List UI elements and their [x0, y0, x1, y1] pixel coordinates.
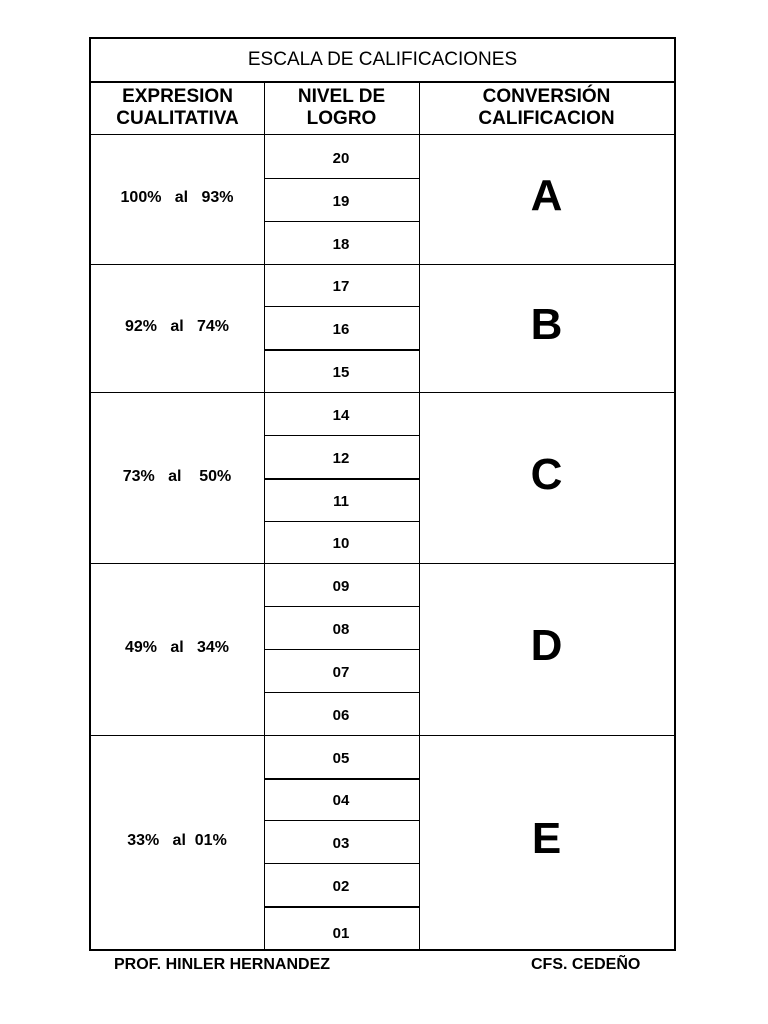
achievement-level: 10	[332, 535, 350, 553]
header-level-line1: NIVEL DE	[297, 86, 386, 107]
level-row-separator	[264, 349, 419, 351]
table-title: ESCALA DE CALIFICACIONES	[91, 39, 674, 83]
level-row-separator	[264, 863, 419, 864]
achievement-level: 03	[332, 835, 350, 853]
level-row-separator	[264, 778, 419, 780]
footer-teacher: PROF. HINLER HERNANDEZ	[114, 956, 331, 973]
header-level	[264, 83, 419, 135]
percentage-range: 100% al 93%	[120, 189, 234, 207]
level-row-separator	[264, 820, 419, 821]
level-row-separator	[264, 306, 419, 307]
level-row-separator	[264, 521, 419, 522]
level-row-separator	[264, 435, 419, 436]
achievement-level: 17	[332, 278, 350, 296]
group-separator	[91, 563, 674, 564]
grade-letter: C	[530, 449, 563, 499]
achievement-level: 06	[332, 706, 350, 724]
footer-school: CFS. CEDEÑO	[531, 956, 641, 973]
header-conversion-line2: CALIFICACION	[478, 108, 615, 129]
level-row-separator	[264, 221, 419, 222]
achievement-level: 01	[332, 925, 350, 942]
header-qualitative	[91, 83, 264, 135]
grade-letter: E	[531, 813, 562, 863]
grade-letter: B	[530, 299, 563, 349]
achievement-level: 09	[332, 578, 350, 596]
column-divider	[264, 83, 265, 949]
header-conversion-line1: CONVERSIÓN	[482, 86, 611, 107]
achievement-level: 11	[333, 492, 349, 510]
achievement-level: 05	[332, 749, 350, 767]
grade-letter: D	[530, 621, 563, 671]
group-separator	[91, 735, 674, 736]
achievement-level: 19	[332, 192, 350, 210]
level-row-separator	[264, 606, 419, 607]
grade-letter: A	[530, 171, 563, 221]
level-row-separator	[264, 692, 419, 693]
header-level-line2: LOGRO	[306, 108, 377, 129]
achievement-level: 12	[332, 449, 350, 467]
level-row-separator	[264, 178, 419, 179]
header-qualitative-line1: EXPRESION	[122, 86, 233, 107]
achievement-level: 16	[332, 321, 350, 339]
grading-scale-table	[89, 37, 676, 951]
percentage-range: 73% al 50%	[122, 467, 232, 485]
achievement-level: 02	[332, 878, 350, 896]
level-row-separator	[264, 649, 419, 650]
header-qualitative-line2: CUALITATIVA	[116, 108, 239, 129]
achievement-level: 07	[332, 663, 350, 681]
achievement-level: 08	[332, 621, 350, 639]
group-separator	[91, 264, 674, 265]
level-row-separator	[264, 906, 419, 908]
achievement-level: 18	[332, 235, 350, 253]
percentage-range: 49% al 34%	[124, 639, 230, 657]
achievement-level: 20	[332, 149, 350, 167]
group-separator	[91, 392, 674, 393]
achievement-level: 04	[332, 792, 350, 810]
level-row-separator	[264, 478, 419, 480]
percentage-range: 92% al 74%	[124, 317, 230, 335]
percentage-range: 33% al 01%	[127, 831, 227, 849]
achievement-level: 15	[332, 364, 350, 382]
header-conversion	[419, 83, 674, 135]
achievement-level: 14	[332, 406, 350, 424]
